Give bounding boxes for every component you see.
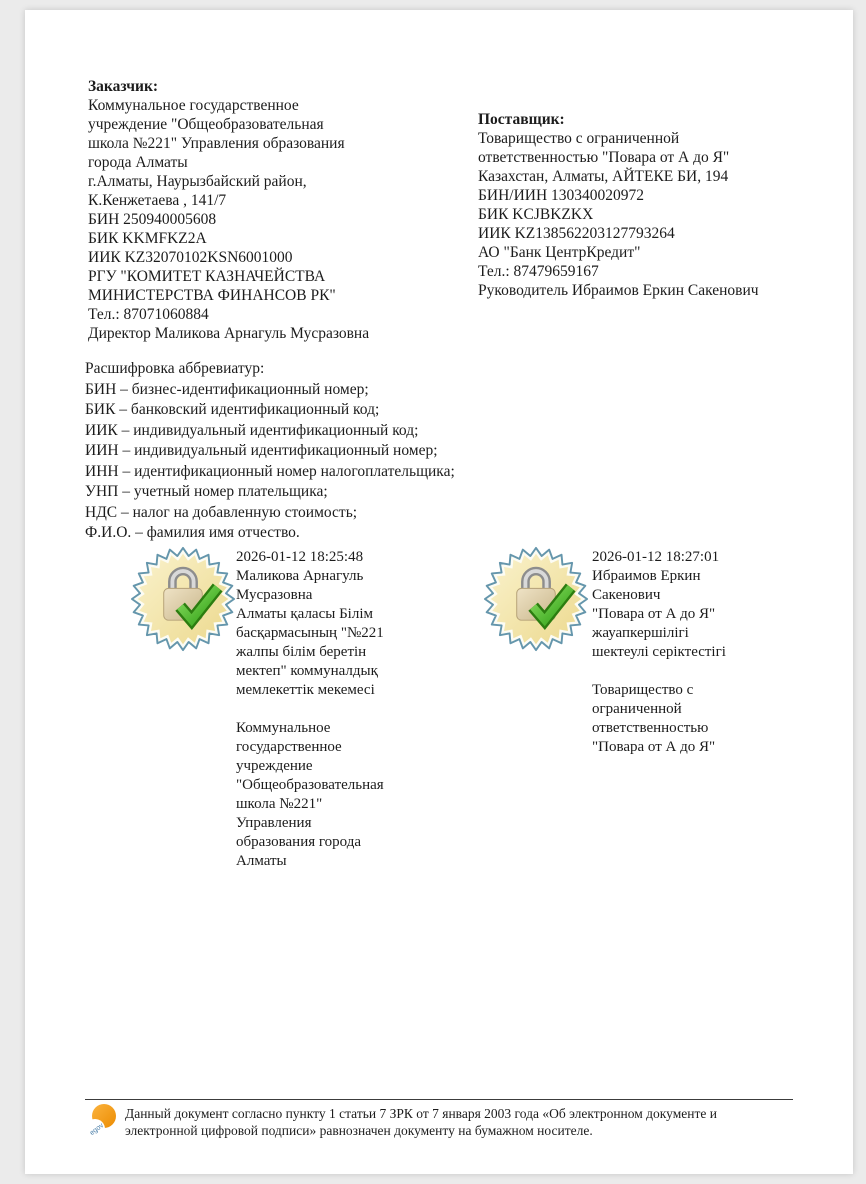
text-line: Руководитель Ибраимов Еркин Сакенович [478,282,759,299]
text-line: БИН/ИИН 130340020972 [478,187,645,204]
text-line: учреждение "Общеобразовательная [88,116,324,133]
text-line: образования города [236,834,362,850]
text-line: жауапкершілігі [592,625,689,641]
footer-divider [85,1099,793,1100]
document-page [25,10,853,1174]
abbreviations-list [85,380,605,544]
text-line: Сакенович [592,587,661,603]
seal-lock-check-icon [483,546,589,652]
text-line: ИИК – индивидуальный идентификационный код; [85,421,419,439]
text-line: ИНН – идентификационный номер налогоплательщика; [85,462,455,480]
supplier-details [478,129,838,300]
abbreviations-title: Расшифровка аббревиатур: [85,360,265,377]
text-line: ИИН – индивидуальный идентификационный номер; [85,442,438,459]
seal-lock-check-icon [130,546,236,652]
text-line: Товарищество с ограниченной [478,130,680,147]
signature-details [236,567,421,871]
text-line: ИИК KZ138562203127793264 [478,225,675,242]
text-line: жалпы білім беретін [236,644,367,660]
text-line: Алматы [236,853,287,869]
text-line: шектеулі серіктестігі [592,644,726,660]
signature-block-customer [236,548,421,871]
text-line: УНП – учетный номер плательщика; [85,483,328,500]
text-line: государственное [236,739,342,755]
text-line: НДС – налог на добавленную стоимость; [85,503,358,521]
signature-timestamp: 2026-01-12 18:27:01 [592,549,720,565]
text-line: учреждение [236,758,313,774]
footer-legal-note [125,1106,805,1139]
text-line: К.Кенжетаева , 141/7 [88,192,227,209]
text-line: города Алматы [88,154,188,171]
text-line [236,700,421,719]
text-line: Казахстан, Алматы, АЙТЕКЕ БИ, 194 [478,168,729,185]
text-line: школа №221" Управления образования [88,135,345,152]
text-line: РГУ "КОМИТЕТ КАЗНАЧЕЙСТВА [88,268,326,285]
text-line: Данный документ согласно пункту 1 статьи 7 ЗРК от 7 января 2003 года «Об электронном документе и [125,1106,717,1121]
text-line: БИК KKMFKZ2A [88,230,207,247]
text-line: БИК KCJBKZKX [478,206,594,223]
text-line: Директор Маликова Арнагуль Мусразовна [88,325,370,342]
supplier-block [478,110,838,300]
text-line: БИН – бизнес-идентификационный номер; [85,380,369,398]
text-line: Алматы қаласы Білім [236,606,373,622]
text-line: ИИК KZ32070102KSN6001000 [88,249,293,266]
text-line [592,662,802,681]
supplier-heading: Поставщик: [478,111,565,128]
text-line: Тел.: 87479659167 [478,263,599,280]
text-line: мектеп" коммуналдық [236,663,378,679]
text-line: ответственностью [592,720,709,736]
customer-heading: Заказчик: [88,78,159,95]
customer-details [88,96,458,343]
text-line: Маликова Арнагуль [236,568,364,584]
text-line: школа №221" [236,796,323,812]
text-line: г.Алматы, Наурызбайский район, [88,173,307,190]
text-line: Мусразовна [236,587,313,603]
signature-details [592,567,802,757]
text-line: ответственностью "Повара от А до Я" [478,149,730,166]
abbreviations-block [85,359,605,544]
text-line: Товарищество с [592,682,694,698]
text-line: Ибраимов Еркин [592,568,701,584]
text-line: "Повара от А до Я" [592,606,716,622]
text-line: мемлекеттік мекемесі [236,682,375,698]
signature-block-supplier [592,548,802,757]
text-line: Ф.И.О. – фамилия имя отчество. [85,524,300,541]
text-line: басқармасының "№221 [236,625,384,641]
text-line: БИН 250940005608 [88,211,217,228]
text-line: "Общеобразовательная [236,777,384,793]
text-line: "Повара от А до Я" [592,739,716,755]
text-line: МИНИСТЕРСТВА ФИНАНСОВ РК" [88,287,336,304]
signature-timestamp: 2026-01-12 18:25:48 [236,549,364,565]
customer-block [88,77,458,343]
text-line: электронной цифровой подписи» равнозначен документу на бумажном носителе. [125,1122,593,1138]
text-line: АО "Банк ЦентрКредит" [478,244,641,261]
text-line: ограниченной [592,701,682,717]
text-line: Коммунальное [236,720,331,736]
text-line: БИК – банковский идентификационный код; [85,401,380,418]
text-line: Тел.: 87071060884 [88,306,209,323]
egov-logo-icon [87,1103,121,1139]
text-line: Управления [236,815,312,831]
text-line: Коммунальное государственное [88,97,299,114]
svg-text:egov: egov [88,1122,106,1137]
